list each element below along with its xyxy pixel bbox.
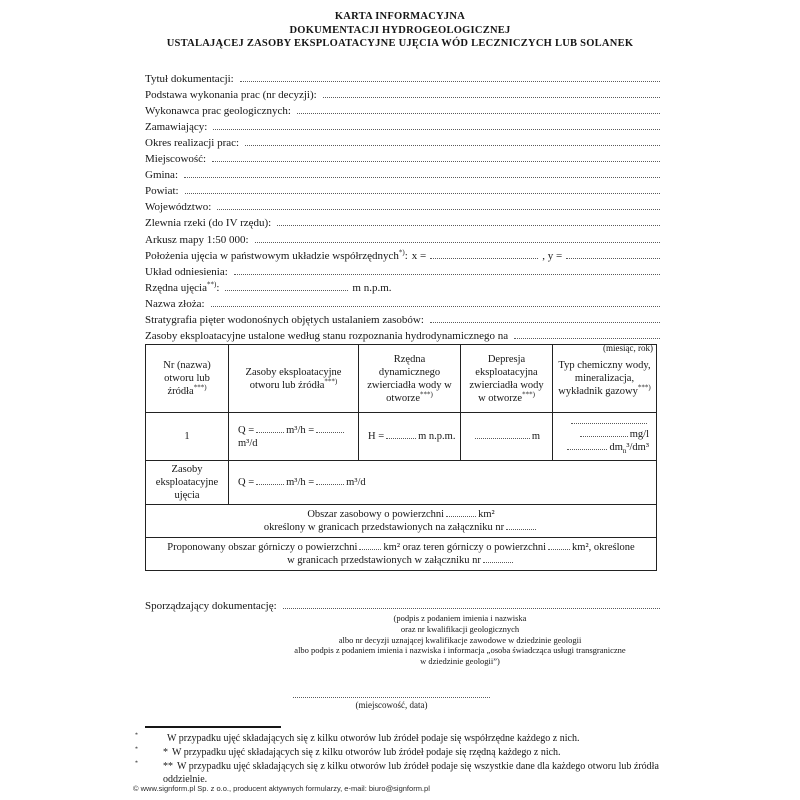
footnote-text xyxy=(163,760,675,786)
field-row-zasoby-ustalone xyxy=(145,326,661,342)
signature-notes xyxy=(240,613,680,667)
text: W przypadku ujęć składających się z kilku otworów lub źródeł podaje się rzędną każdego z nich. xyxy=(172,747,561,758)
field-row-wojewodztwo xyxy=(145,197,661,213)
cell-well-depresja xyxy=(461,413,553,461)
text: W przypadku ujęć składających się z kilku otworów lub źródeł podaje się wszystkie dane dla każdego otworu lub źródła oddzielnie. xyxy=(163,761,659,785)
field-label: Podstawa wykonania prac (nr decyzji): xyxy=(145,89,317,102)
header-cell-depresja xyxy=(461,345,553,413)
footnote-marker xyxy=(133,760,163,786)
fill-line[interactable] xyxy=(514,338,660,339)
chemistry-type-line xyxy=(557,415,649,428)
fill-blank[interactable] xyxy=(506,527,536,530)
footnotes xyxy=(133,732,675,787)
field-label: Wykonawca prac geologicznych: xyxy=(145,105,291,118)
fill-line[interactable] xyxy=(255,242,660,243)
footnote-ref-3: ***) xyxy=(419,390,433,398)
field-label: Województwo: xyxy=(145,201,212,214)
footnote-ref-3: ***) xyxy=(522,390,535,398)
unit-label: m³/h = xyxy=(286,477,315,489)
fill-line[interactable] xyxy=(277,225,660,226)
cell-obszar-zasobowy xyxy=(146,505,657,538)
footnote-3 xyxy=(133,760,675,786)
fill-line[interactable] xyxy=(185,193,660,194)
elevation-fill-line[interactable] xyxy=(225,290,348,291)
field-row-gmina xyxy=(145,165,661,181)
footnote-marker xyxy=(133,732,163,745)
mineralization-line xyxy=(557,428,649,441)
title-line-2: DOKUMENTACJI HYDROGEOLOGICZNEJ xyxy=(289,24,511,36)
fill-blank[interactable] xyxy=(256,482,284,485)
field-row-zamawiajacy xyxy=(145,117,661,133)
unit-label: m³/d xyxy=(238,437,258,449)
field-label: Zasoby eksploatacyjne ustalone według stanu rozpoznania hydrodynamicznego na xyxy=(145,329,509,342)
y-coordinate-label: , y = xyxy=(542,249,563,262)
fill-blank[interactable] xyxy=(386,436,416,439)
header-cell-typ-chemiczny xyxy=(553,345,657,413)
gorniczy-line-2 xyxy=(150,554,652,567)
asterisk: * xyxy=(135,760,138,767)
q-label: Q = xyxy=(238,424,255,436)
unit-label: dm xyxy=(609,442,623,453)
fill-line[interactable] xyxy=(234,274,660,275)
cell-well-h xyxy=(359,413,461,461)
field-row-miejscowosc xyxy=(145,149,661,165)
footnote-ref-3: ***) xyxy=(193,383,207,392)
unit-label: ³/dm³ xyxy=(626,442,649,453)
field-label: Arkusz mapy 1:50 000: xyxy=(145,233,249,246)
footnote-1 xyxy=(133,732,675,745)
footnote-text xyxy=(163,746,675,759)
table-row-obszar-gorniczy xyxy=(146,538,657,571)
table-row-obszar-zasobowy xyxy=(146,505,657,538)
publisher-footer: © www.signform.pl Sp. z o.o., producent aktywnych formularzy, e-mail: biuro@signform.pl xyxy=(133,784,430,793)
colon: : xyxy=(404,249,408,262)
unit-label: m³/d xyxy=(346,477,366,489)
month-year-caption: (miesiąc, rok) xyxy=(603,342,653,353)
field-label: Nazwa złoża: xyxy=(145,297,205,310)
fill-blank[interactable] xyxy=(316,430,344,433)
field-row-powiat xyxy=(145,181,661,197)
unit-label: mg/l xyxy=(629,429,649,440)
fill-blank[interactable] xyxy=(256,430,284,433)
fill-blank[interactable] xyxy=(446,514,476,517)
table-row-well-1 xyxy=(146,413,657,461)
field-label: Tytuł dokumentacji: xyxy=(145,73,234,86)
signature-note-line: oraz nr kwalifikacji geologicznych xyxy=(400,623,520,634)
text: Obszar zasobowy o powierzchni xyxy=(307,509,445,521)
text: km², określone xyxy=(572,542,635,554)
field-label-text: Rzędna ujęcia xyxy=(145,281,207,294)
table-row-total-resources xyxy=(146,461,657,505)
place-date-caption: (miejscowość, data) xyxy=(355,700,428,710)
fill-line[interactable] xyxy=(323,97,660,98)
signature-note-line: albo nr decyzji uznającej kwalifikacje zawodowe w dziedzinie geologii xyxy=(338,634,582,645)
x-coordinate-label: x = xyxy=(411,249,427,262)
text: określony w granicach przedstawionych na załączniku nr xyxy=(263,522,505,534)
text: W przypadku ujęć składających się z kilku otworów lub źródeł podaje się współrzędne każdego z nich. xyxy=(167,733,580,744)
header-text: Depresja eksploatacyjna zwierciadła wody w otworze xyxy=(469,353,544,404)
unit-label: km² xyxy=(478,509,495,521)
field-row-okres xyxy=(145,133,661,149)
unit-label: m³/h = xyxy=(286,424,315,436)
signature-note-line: w dziedzinie geologii”) xyxy=(420,656,500,667)
signature-note-line: albo podpis z podaniem imienia i nazwiska i informacja „osoba świadcząca usługi transgraniczne xyxy=(294,645,626,656)
unit-label: m n.p.m. xyxy=(418,431,456,443)
field-label: Zlewnia rzeki (do IV rzędu): xyxy=(145,217,272,230)
field-label: Sporządzający dokumentację: xyxy=(145,600,277,613)
field-row-rzedna-ujecia xyxy=(145,278,661,294)
fill-blank[interactable] xyxy=(548,547,570,550)
footnote-ref-2: **) xyxy=(207,280,217,288)
fill-blank[interactable] xyxy=(316,482,344,485)
field-label: Gmina: xyxy=(145,169,178,182)
fill-line[interactable] xyxy=(211,306,660,307)
gas-exponent-line xyxy=(557,441,649,458)
footnote-ref-3: ***) xyxy=(324,377,338,385)
field-row-tytul-dokumentacji xyxy=(145,69,661,85)
fill-line[interactable] xyxy=(217,209,660,210)
field-label: Zamawiający: xyxy=(145,121,208,134)
header-cell-nr-otworu xyxy=(146,345,229,413)
gorniczy-line-1 xyxy=(150,541,652,554)
field-row-podstawa xyxy=(145,85,661,101)
signature-fill-line[interactable] xyxy=(283,608,660,609)
fill-line[interactable] xyxy=(240,81,660,82)
fill-blank[interactable] xyxy=(483,560,513,563)
footnote-prefix: ** xyxy=(163,761,173,772)
fill-line[interactable] xyxy=(245,145,660,146)
field-label xyxy=(145,247,411,262)
asterisk: * xyxy=(135,746,138,753)
resources-table xyxy=(145,344,657,571)
header-text: Rzędna dynamicznego zwierciadła wody w otworze xyxy=(367,353,452,404)
form-fields xyxy=(145,69,661,355)
unit-subscript: n xyxy=(622,447,627,456)
fill-line[interactable] xyxy=(297,113,660,114)
fill-line[interactable] xyxy=(430,322,660,323)
field-row-polozenie-ujecia xyxy=(145,246,661,262)
header-text: Typ chemiczny wody, mineralizacja, wykładnik gazowy xyxy=(558,360,651,397)
header-text: Nr (nazwa) otworu lub źródła xyxy=(163,360,211,397)
fill-line[interactable] xyxy=(212,161,660,162)
header-cell-rzedna xyxy=(359,345,461,413)
cell-well-chemistry xyxy=(553,413,657,461)
y-coordinate-fill-line[interactable] xyxy=(566,258,660,259)
field-row-zlewnia xyxy=(145,213,661,229)
field-row-sporzadzajacy xyxy=(145,596,661,612)
field-label: Miejscowość: xyxy=(145,153,207,166)
fill-line[interactable] xyxy=(213,129,660,130)
unit-label: m n.p.m. xyxy=(352,281,392,294)
fill-blank[interactable] xyxy=(475,436,530,439)
fill-blank[interactable] xyxy=(580,434,628,437)
text: Proponowany obszar górniczy o powierzchni xyxy=(167,542,358,554)
fill-blank[interactable] xyxy=(571,421,647,424)
footnote-prefix: * xyxy=(163,747,168,758)
signature-section xyxy=(145,596,661,612)
cell-obszar-gorniczy xyxy=(146,538,657,571)
field-label-text: Położenia ujęcia w państwowym układzie współrzędnych xyxy=(145,249,399,262)
field-label: Układ odniesienia: xyxy=(145,265,228,278)
fill-blank[interactable] xyxy=(359,547,381,550)
footnote-ref-1: *) xyxy=(398,247,405,256)
document-title xyxy=(0,10,800,51)
footnote-2 xyxy=(133,746,675,759)
text: km² oraz teren górniczy o powierzchni xyxy=(383,542,547,554)
field-label: Okres realizacji prac: xyxy=(145,137,240,150)
header-cell-zasoby xyxy=(229,345,359,413)
cell-total-q xyxy=(229,461,657,505)
cell-well-number: 1 xyxy=(146,413,229,461)
field-label xyxy=(145,282,222,294)
title-line-3: USTALAJĄCEJ ZASOBY EKSPLOATACYJNE UJĘCIA WÓD LECZNICZYCH LUB SOLANEK xyxy=(166,38,634,49)
obszar-line-1 xyxy=(150,508,652,521)
field-row-wykonawca xyxy=(145,101,661,117)
field-row-nazwa-zloza xyxy=(145,294,661,310)
footnote-text xyxy=(163,732,675,745)
q-label: Q = xyxy=(238,477,255,489)
header-text: Zasoby eksploatacyjne otworu lub źródła xyxy=(245,366,342,391)
field-row-stratygrafia xyxy=(145,310,661,326)
text: w granicach przedstawionych w załączniku nr xyxy=(287,555,481,567)
footnote-marker xyxy=(133,746,163,759)
obszar-line-2 xyxy=(150,521,652,534)
asterisk: * xyxy=(135,732,138,739)
footnote-divider xyxy=(145,726,281,728)
place-date-fill-line[interactable] xyxy=(293,690,490,698)
cell-total-label: Zasoby eksploatacyjne ujęcia xyxy=(146,461,229,505)
title-line-1: KARTA INFORMACYJNA xyxy=(334,11,466,22)
field-label: Powiat: xyxy=(145,185,179,198)
h-label: H = xyxy=(368,431,385,443)
cell-well-q xyxy=(229,413,359,461)
field-row-arkusz-mapy xyxy=(145,229,661,245)
field-row-uklad-odniesienia xyxy=(145,262,661,278)
x-coordinate-fill-line[interactable] xyxy=(430,258,538,259)
fill-blank[interactable] xyxy=(567,447,607,450)
unit-label: m xyxy=(531,431,541,443)
footnote-ref-3: ***) xyxy=(637,383,651,392)
signature-note-line: (podpis z podaniem imienia i nazwiska xyxy=(393,613,527,623)
field-label: Stratygrafia pięter wodonośnych objętych ustalaniem zasobów: xyxy=(145,313,424,326)
fill-line[interactable] xyxy=(184,177,660,178)
table-header-row xyxy=(146,345,657,413)
colon: : xyxy=(216,281,220,294)
